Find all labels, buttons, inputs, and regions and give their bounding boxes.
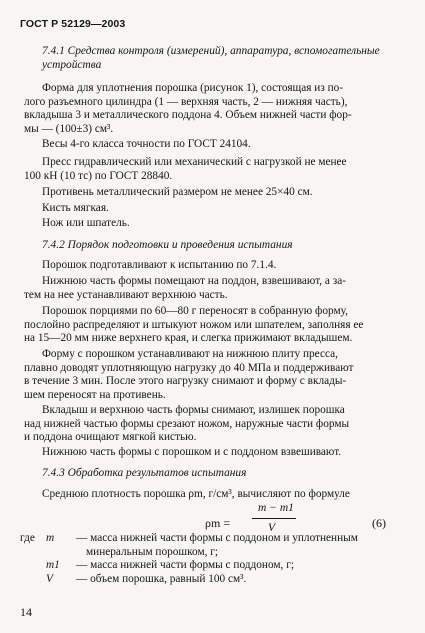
paragraph-brush [24, 202, 403, 216]
paragraph-line: тем на нее устанавливают верхнюю часть. [24, 288, 228, 301]
legend-prefix: где [20, 532, 35, 544]
section-title-line: 7.4.1 Средства контроля (измерений), аппаратура, вспомогательные [42, 45, 380, 57]
section-title-line: устройства [42, 59, 102, 71]
paragraph-weigh [24, 275, 403, 302]
formula-legend [20, 532, 403, 586]
paragraph-knife [24, 217, 403, 231]
paragraph-press [24, 156, 403, 183]
paragraph-line: Порошок порциями по 60—80 г переносят в собранную форму, [42, 305, 348, 317]
legend-symbol: m1 [46, 559, 60, 572]
paragraph-line: послойно распределяют и штыкуют ножом или шпателем, заполняя ее [24, 318, 364, 331]
paragraph-prep [24, 259, 403, 273]
paragraph-tray [24, 186, 403, 200]
paragraph-final-weigh [24, 446, 403, 460]
paragraph-line: плавно доводят уплотняющую нагрузку до 40 МПа и поддерживают [24, 361, 354, 374]
paragraph-line: Нижнюю часть формы помещают на поддон, взвешивают, а за- [42, 275, 347, 287]
paragraph-line: Форму с порошком устанавливают на нижнюю плиту пресса, [42, 348, 338, 360]
paragraph-line: Нижнюю часть формы с порошком и с поддоном взвешивают. [42, 446, 342, 458]
paragraph-line: на 15—20 мм ниже верхнего края, и слегка прижимают вкладышем. [24, 332, 353, 345]
legend-text: — масса нижней части формы с поддоном, г; [76, 559, 294, 572]
paragraph-scales [24, 138, 403, 152]
paragraph-line: вкладыша 3 и металлического поддона 4. Объем нижней части фор- [24, 109, 352, 122]
paragraph-line: шем переносят на противень. [24, 388, 166, 401]
paragraph-line: мы — (100±3) см³. [24, 122, 114, 135]
legend-text: — объем порошка, равный 100 см³. [76, 572, 247, 585]
paragraph-line: Среднюю плотность порошка ρm, г/см³, вычисляют по формуле [42, 488, 350, 500]
legend-text: — масса нижней части формы с поддоном и уплотненным [76, 532, 358, 544]
paragraph-line: Кисть мягкая. [42, 202, 109, 214]
equation-number: (6) [372, 516, 386, 530]
paragraph-line: Порошок подготавливают к испытанию по 7.1.4. [42, 259, 277, 271]
legend-row [20, 532, 403, 546]
paragraph-mold [24, 82, 403, 136]
legend-symbol: m [46, 532, 55, 544]
legend-symbol: V [46, 572, 53, 585]
legend-row [20, 573, 403, 587]
formula-lhs: ρm = [205, 516, 231, 530]
section-7-4-1-title [42, 44, 403, 72]
section-7-4-3-title: 7.4.3 Обработка результатов испытания [42, 467, 247, 479]
legend-row [20, 559, 403, 573]
paragraph-press-load [24, 348, 403, 402]
paragraph-line: 100 кН (10 тс) по ГОСТ 28840. [24, 169, 173, 182]
paragraph-line: Весы 4-го класса точности по ГОСТ 24104. [42, 138, 251, 150]
paragraph-fill [24, 305, 403, 346]
legend-row [20, 546, 403, 560]
document-header: ГОСТ Р 52129—2003 [20, 18, 126, 30]
section-7-4-2-title: 7.4.2 Порядок подготовки и проведения испытания [42, 239, 293, 251]
formula-numerator: m − m1 [258, 502, 294, 514]
page-number: 14 [20, 605, 32, 619]
fraction-bar [252, 518, 296, 519]
paragraph-line: Пресс гидравлический или механический с нагрузкой не менее [42, 156, 347, 168]
paragraph-line: Противень металлический размером не менее 25×40 см. [42, 186, 313, 198]
paragraph-line: лого разъемного цилиндра (1 — верхняя часть, 2 — нижняя часть), [24, 95, 348, 108]
paragraph-line: в течение 3 мин. После этого нагрузку снимают и форму с вклады- [24, 375, 347, 388]
legend-text: минеральным порошком, г; [86, 545, 219, 558]
paragraph-line: Форма для уплотнения порошка (рисунок 1), состоящая из по- [42, 82, 344, 94]
paragraph-line: Нож или шпатель. [42, 217, 130, 229]
formula-denominator: V [268, 522, 276, 534]
paragraph-line: Вкладыш и верхнюю часть формы снимают, излишек порошка [42, 404, 345, 416]
paragraph-remove [24, 404, 403, 445]
paragraph-line: и поддона очищают мягкой кистью. [24, 431, 197, 444]
paragraph-line: над нижней частью формы срезают ножом, наружные части формы [24, 417, 350, 430]
